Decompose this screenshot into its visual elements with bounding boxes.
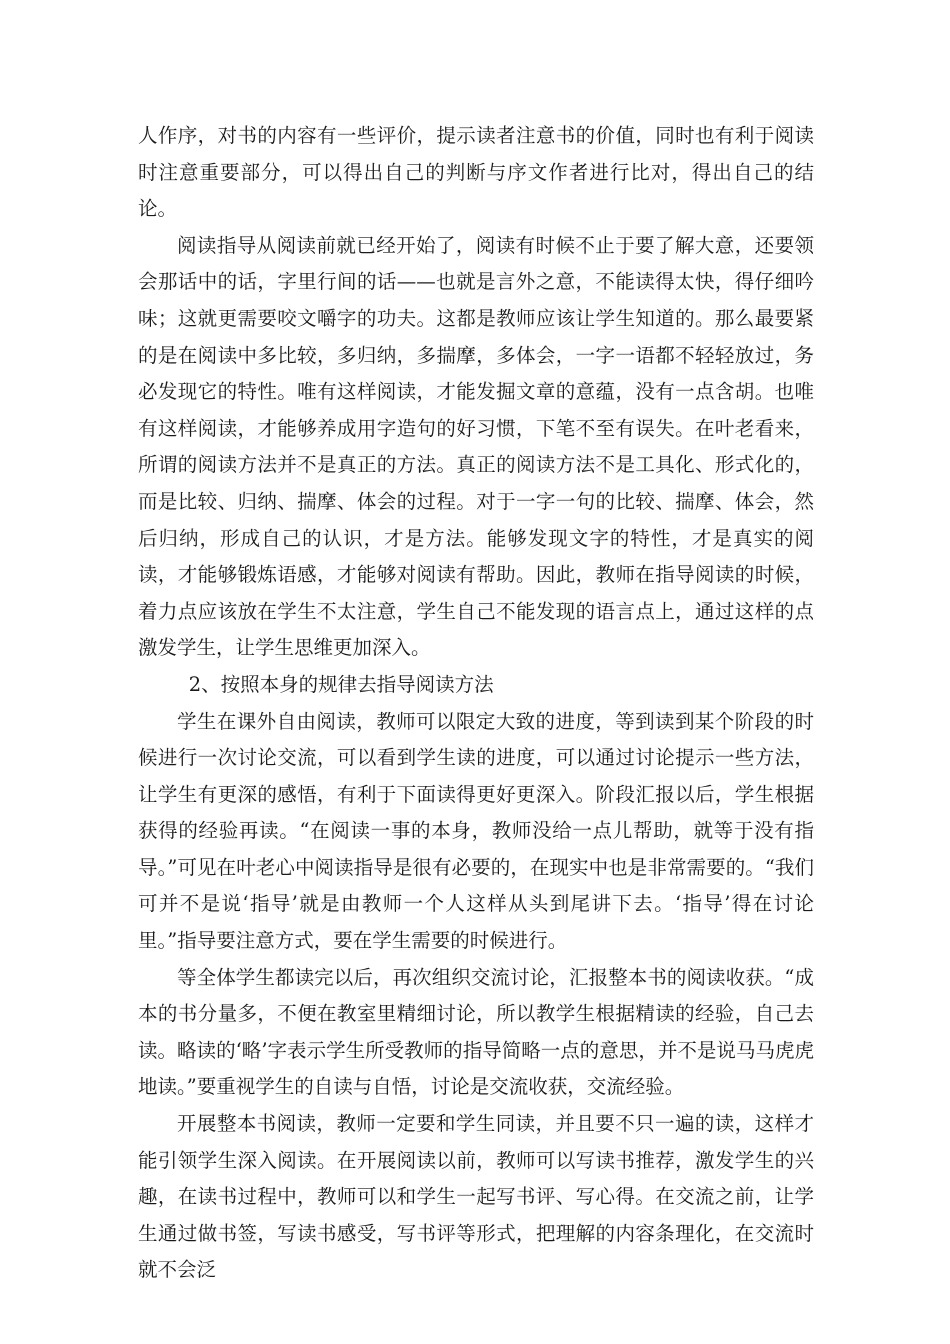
paragraph-continued: 人作序，对书的内容有一些评价，提示读者注意书的价值，同时也有利于阅读时注意重要部分，可以得出自己的判断与序文作者进行比对，得出自己的结论。	[138, 124, 814, 221]
paragraph-teacher-coreading: 开展整本书阅读，教师一定要和学生同读，并且要不只一遍的读，这样才能引领学生深入阅读。在开展阅读以前，教师可以写读书推荐，激发学生的兴趣，在读书过程中，教师可以和学生一起写书评、写心得。在交流之前，让学生通过做书签，写读书感受，写书评等形式，把理解的内容条理化，在交流时就不会泛	[138, 1112, 814, 1282]
paragraph-extracurricular-reading: 学生在课外自由阅读，教师可以限定大致的进度，等到读到某个阶段的时候进行一次讨论交流，可以看到学生读的进度，可以通过讨论提示一些方法，让学生有更深的感悟，有利于下面读得更好更深入。阶段汇报以后，学生根据获得的经验再读。“在阅读一事的本身，教师没给一点儿帮助，就等于没有指导。”可见在叶老心中阅读指导是很有必要的，在现实中也是非常需要的。“我们可并不是说‘指导’就是由教师一个人这样从头到尾讲下去。‘指导’得在讨论里。”指导要注意方式，要在学生需要的时候进行。	[138, 709, 814, 953]
paragraph-reading-guidance: 阅读指导从阅读前就已经开始了，阅读有时候不止于要了解大意，还要领会那话中的话，字里行间的话——也就是言外之意，不能读得太快，得仔细吟味；这就更需要咬文嚼字的功夫。这都是教师应该让学生知道的。那么最要紧的是在阅读中多比较，多归纳，多揣摩，多体会，一字一语都不轻轻放过，务必发现它的特性。唯有这样阅读，才能发掘文章的意蕴，没有一点含胡。也唯有这样阅读，才能够养成用字造句的好习惯，下笔不至有误失。在叶老看来，所谓的阅读方法并不是真正的方法。真正的阅读方法不是工具化、形式化的，而是比较、归纳、揣摩、体会的过程。对于一字一句的比较、揣摩、体会，然后归纳，形成自己的认识，才是方法。能够发现文字的特性，才是真实的阅读，才能够锻炼语感，才能够对阅读有帮助。因此，教师在指导阅读的时候，着力点应该放在学生不太注意，学生自己不能发现的语言点上，通过这样的点激发学生，让学生思维更加深入。	[138, 233, 814, 660]
paragraph-whole-book-discussion: 等全体学生都读完以后，再次组织交流讨论，汇报整本书的阅读收获。“成本的书分量多，不便在教室里精细讨论，所以教学生根据精读的经验，自己去读。略读的‘略’字表示学生所受教师的指导简略一点的意思，并不是说马马虎虎地读。”要重视学生的自读与自悟，讨论是交流收获，交流经验。	[138, 965, 814, 1099]
document-body	[138, 118, 814, 1289]
section-heading: 2、按照本身的规律去指导阅读方法	[188, 672, 494, 696]
